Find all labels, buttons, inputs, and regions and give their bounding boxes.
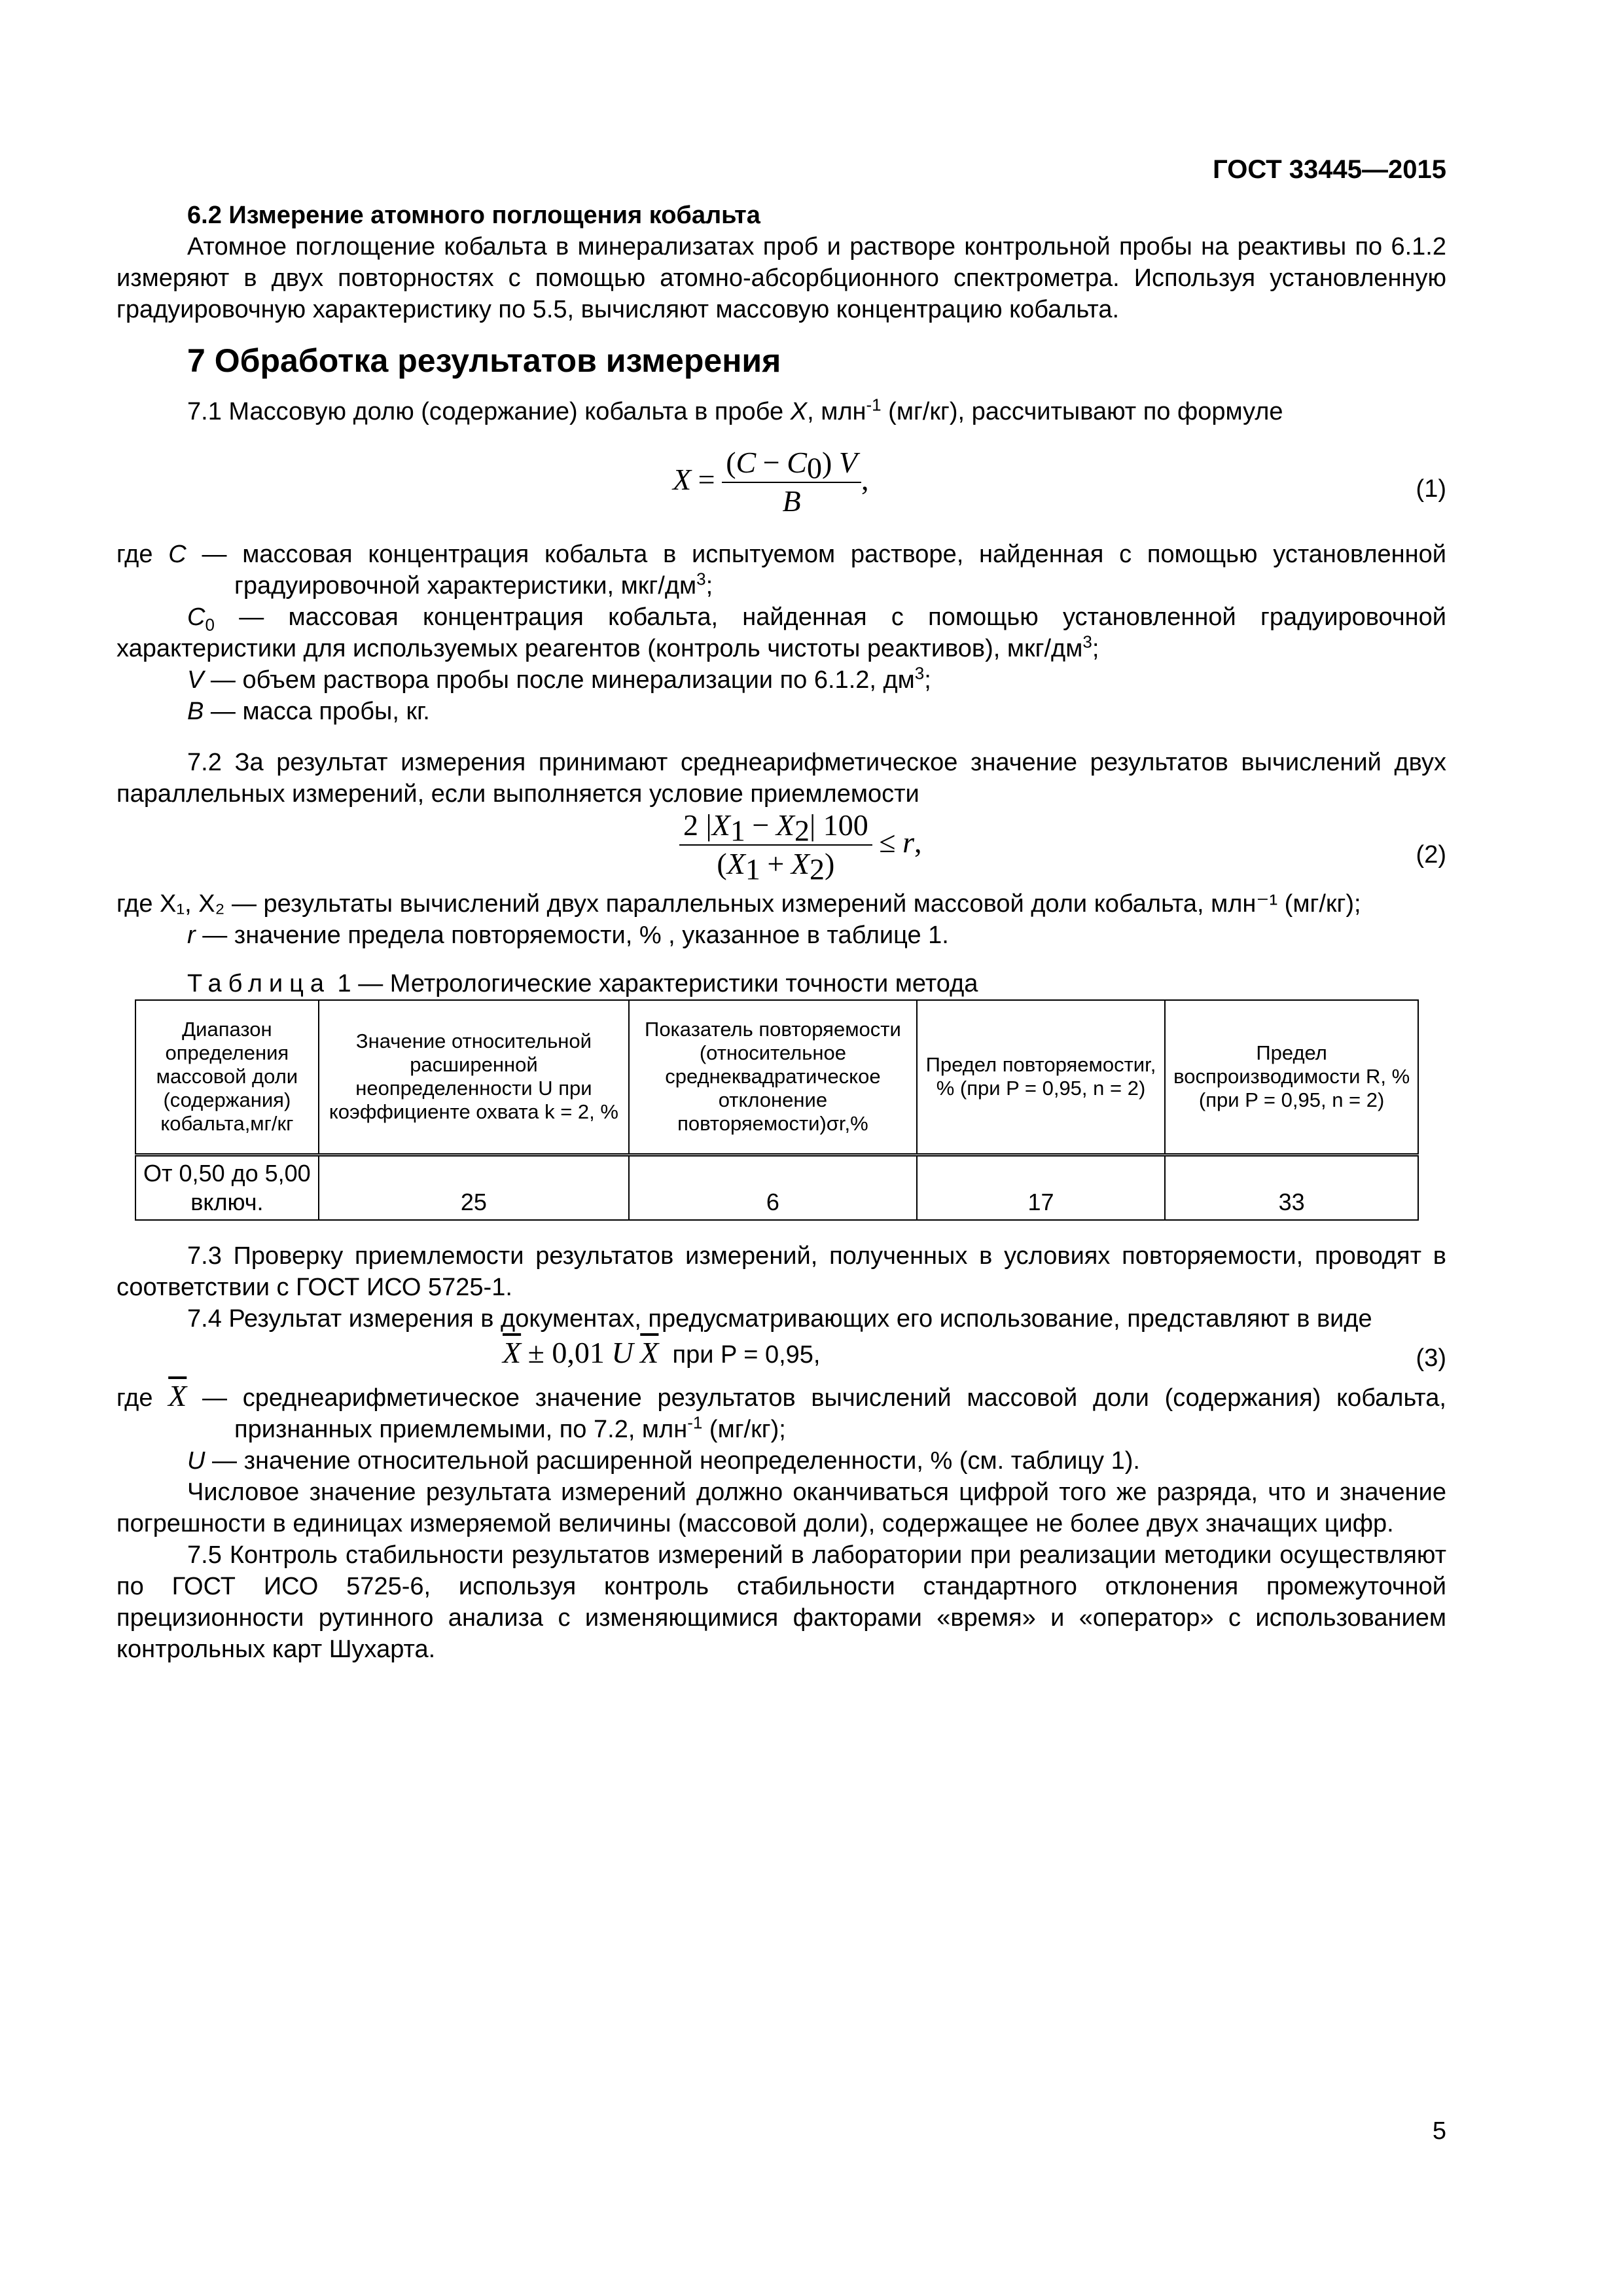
section-7-5-text: 7.5 Контроль стабильности результатов измерений в лаборатории при реализации методики осуществляют по ГОСТ ИСО 5725-6, используя контроль стабильности стандартного отклонения промежуточной прецизионности рутинного анализа с изменяющимися факторами «время» и «оператор» с использованием контрольных карт Шухарта. [116,1541,1446,1663]
table-header-cell: Предел повторяемостиr, % (при P = 0,95, n = 2) [917,1000,1166,1155]
def-x1-x2: где X₁, X₂ — результаты вычислений двух параллельных измерений массовой доли кобальта, млн⁻¹ (мг/кг); [116,890,1361,918]
table-1 [135,999,1419,1221]
table-1-caption: Таблица 1 — Метрологические характеристики точности метода [187,970,978,997]
formula-2: $\frac{2 |X_1 - X_2| 100}{(X_1 + X_2)}$ ≤ r, (2) [116,810,1446,888]
standard-code: ГОСТ 33445—2015 [1213,155,1446,184]
def-c0: $С_0$ — массовая концентрация кобальта, найденная с помощью установленной градуировочной характеристики для используемых реагентов (контроль чистоты реактивов), мкг/$дм^3$; [116,603,1446,662]
page-number: 5 [1432,2117,1446,2145]
section-6-2-text: Атомное поглощение кобальта в минерализатах проб и растворе контрольной пробы на реактивы по 6.1.2 измеряют в двух повторностях с помощью атомно-абсорбционного спектрометра. Используя установленную градуировочную характеристику по 5.5, вычисляют массовую концентрацию кобальта. [116,233,1446,323]
formula-1-definitions [116,539,1446,727]
equation-number-3: (3) [1416,1344,1446,1372]
section-6-2-title: 6.2 Измерение атомного поглощения кобальта [187,202,760,229]
table-header-row [135,1000,1418,1155]
formula-3: $\overline{X} \pm 0,01$ U $\overline{X}$ при P = 0,95, (3) [116,1335,1446,1380]
def-v: V — объем раствора пробы после минерализации по 6.1.2, $дм^3$; [187,663,931,694]
def-r: r — значение предела повторяемости, % , указанное в таблице 1. [187,922,949,949]
table-header-cell: Предел воспроизводимости R, % (при P = 0,95, n = 2) [1165,1000,1418,1155]
table-cell: От 0,50 до 5,00 включ. [135,1155,319,1220]
formula-1: X = $\frac{(C - C_0) V}{B}$ , (1) [673,446,1446,518]
rounding-paragraph: Числовое значение результата измерений должно оканчиваться цифрой того же разряда, что и значение погрешности в единицах измеряемой величины (массовой доли), содержащее не более двух значащих цифр. [116,1478,1446,1537]
equation-number-2: (2) [1416,841,1446,869]
section-7-2-text: 7.2 За результат измерения принимают среднеарифметическое значение результатов вычислений двух параллельных измерений, если выполняется условие приемлемости [116,749,1446,808]
section-7-1-text: 7.1 Массовую долю (содержание) кобальта в пробе X, млн$^{-1}$ (мг/кг), рассчитывают по формуле [187,395,1283,425]
section-7-title: 7 Обработка результатов измерения [187,342,781,379]
def-b: В — масса пробы, кг. [187,698,430,725]
table-header-cell: Показатель повторяемости (относительное среднеквадратическое отклонение повторяемости)σr,% [629,1000,917,1155]
def-c: где С — массовая концентрация кобальта в испытуемом растворе, найденная с помощью установленной градуировочной характеристики, мкг/$дм^3$; [116,541,1446,600]
table-cell: 6 [629,1155,917,1220]
section-7-4-text: 7.4 Результат измерения в документах, предусматривающих его использование, представляют в виде [187,1304,1372,1333]
table-row [135,1155,1418,1220]
table-header-cell: Значение относительной расширенной неопределенности U при коэффициенте охвата k = 2, % [319,1000,629,1155]
formula-3-condition: при P = 0,95, [672,1340,821,1369]
table-cell: 17 [917,1155,1166,1220]
table-cell: 33 [1165,1155,1418,1220]
def-x-mean: где $\overline{X}$ — среднеарифметическое значение результатов вычислений массовой доли (содержания) кобальта, признанных приемлемыми, по 7.2, млн$^{-1}$ (мг/кг); [116,1378,1446,1443]
section-7-3-text: 7.3 Проверку приемлемости результатов измерений, полученных в условиях повторяемости, проводят в соответствии с ГОСТ ИСО 5725-1. [116,1242,1446,1301]
equation-number-1: (1) [1416,475,1446,503]
table-header-cell: Диапазон определения массовой доли (содержания) кобальта,мг/кг [135,1000,319,1155]
def-u: U — значение относительной расширенной неопределенности, % (см. таблицу 1). [187,1446,1140,1475]
table-cell: 25 [319,1155,629,1220]
